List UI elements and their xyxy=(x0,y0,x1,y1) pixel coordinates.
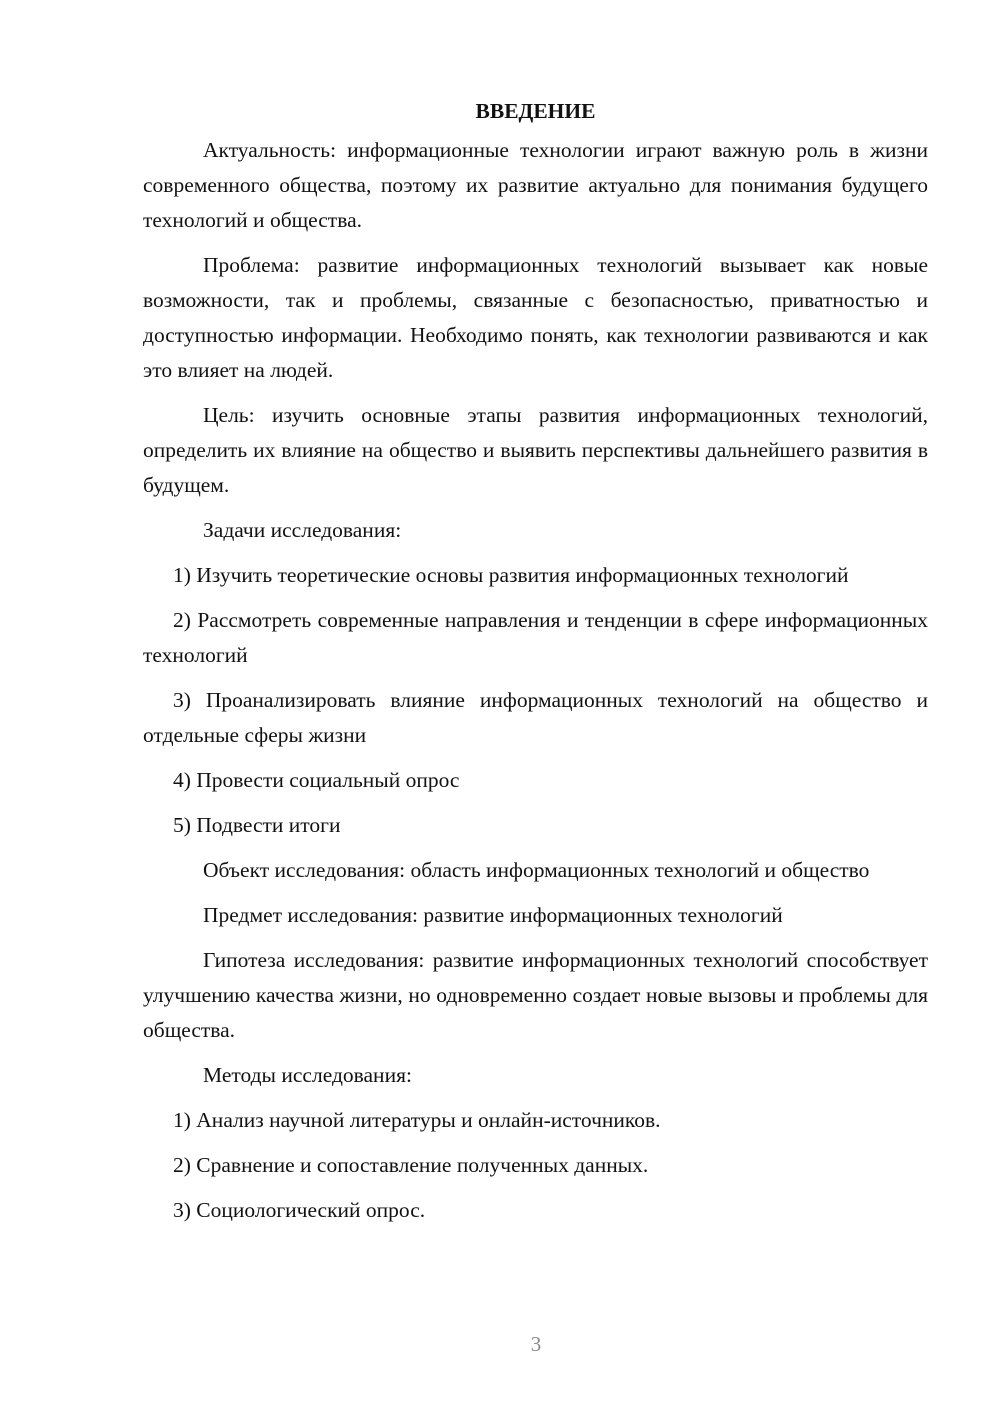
goal-paragraph: Цель: изучить основные этапы развития информационных технологий, определить их влияние на общество и выявить перспективы дальнейшего развития в будущем. xyxy=(143,403,928,497)
method-item-1: 1) Анализ научной литературы и онлайн-источников. xyxy=(173,1108,661,1132)
task-item-2: 2) Рассмотреть современные направления и тенденции в сфере информационных технологий xyxy=(143,608,928,667)
document-page xyxy=(143,94,928,1238)
task-item-3: 3) Проанализировать влияние информационных технологий на общество и отдельные сферы жизни xyxy=(143,688,928,747)
relevance-paragraph: Актуальность: информационные технологии играют важную роль в жизни современного общества, поэтому их развитие актуально для понимания будущего технологий и общества. xyxy=(143,138,928,232)
method-item-3: 3) Социологический опрос. xyxy=(173,1198,426,1222)
task-item-5: 5) Подвести итоги xyxy=(173,813,341,837)
task-item-1: 1) Изучить теоретические основы развития информационных технологий xyxy=(173,563,849,587)
methods-heading: Методы исследования: xyxy=(203,1063,412,1087)
hypothesis-paragraph: Гипотеза исследования: развитие информационных технологий способствует улучшению качества жизни, но одновременно создает новые вызовы и проблемы для общества. xyxy=(143,948,928,1042)
tasks-heading: Задачи исследования: xyxy=(203,518,402,542)
page-number: 3 xyxy=(530,1332,542,1356)
problem-paragraph: Проблема: развитие информационных технологий вызывает как новые возможности, так и проблемы, связанные с безопасностью, приватностью и доступностью информации. Необходимо понять, как технологии развиваются и как это влияет на людей. xyxy=(143,253,928,382)
method-item-2: 2) Сравнение и сопоставление полученных данных. xyxy=(173,1153,649,1177)
task-item-4: 4) Провести социальный опрос xyxy=(173,768,460,792)
page-title: ВВЕДЕНИЕ xyxy=(475,99,596,123)
object-paragraph: Объект исследования: область информационных технологий и общество xyxy=(203,858,870,882)
subject-paragraph: Предмет исследования: развитие информационных технологий xyxy=(203,903,783,927)
